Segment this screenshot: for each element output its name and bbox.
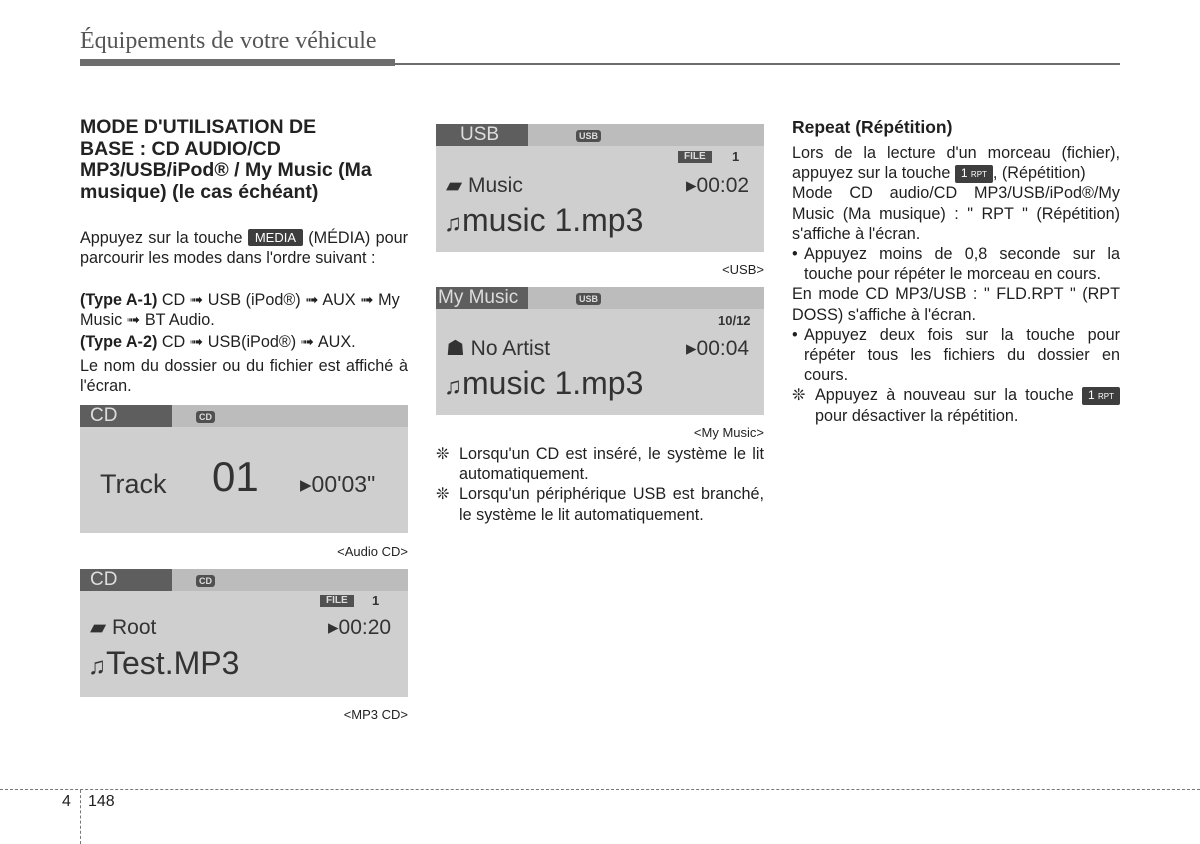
asterisk-icon: ❊ <box>436 445 450 463</box>
folder-line <box>446 173 523 198</box>
repeat-note <box>792 385 1120 425</box>
screen-caption: <My Music> <box>693 425 764 440</box>
page-header-title: Équipements de votre véhicule <box>80 28 377 54</box>
rpt-number: 1 <box>960 166 968 181</box>
rpt-number: 1 <box>1087 388 1095 403</box>
type-a2-text: CD ➟ USB(iPod®) ➟ AUX. <box>161 333 356 351</box>
folder-name: Music <box>468 174 523 197</box>
type-a2-line <box>80 332 408 352</box>
bullet-item <box>792 244 1120 284</box>
repeat-paragraph-2: Mode CD audio/CD MP3/USB/iPod®/My Music (Ma musique) : " RPT " (Répétition) s'affiche à l'écran. <box>792 184 1120 243</box>
intro-text: (MÉDIA) pour parcourir les modes dans l'ordre suivant : <box>80 229 408 268</box>
footer-rule <box>0 789 1200 790</box>
my-music-screen <box>436 287 764 415</box>
music-note-icon: ♫ <box>444 210 462 237</box>
bullet-text: Appuyez moins de 0,8 seconde sur la touche pour répéter le morceau en cours. <box>804 245 1120 284</box>
usb-screen <box>436 124 764 252</box>
bullet-icon: • <box>792 325 798 344</box>
rpt-button <box>1082 387 1120 405</box>
type-a1-text: CD ➟ USB (iPod®) ➟ AUX ➟ My Music ➟ BT Audio. <box>80 291 400 330</box>
screen-caption: <USB> <box>722 262 764 277</box>
track-line <box>444 365 643 402</box>
file-number: 1 <box>732 149 740 164</box>
repeat-section <box>792 143 1120 426</box>
type-a1-line <box>80 290 408 330</box>
type-a2-label: (Type A-2) <box>80 333 158 351</box>
track-name: Test.MP3 <box>106 645 240 681</box>
screen-caption: <MP3 CD> <box>343 707 408 722</box>
folder-line <box>90 615 156 640</box>
cd-badge: CD <box>196 575 215 587</box>
folder-icon: ▰ <box>446 174 463 197</box>
note-text: Lorsqu'un CD est inséré, le système le lit automatiquement. <box>459 445 764 484</box>
track-name: music 1.mp3 <box>462 365 644 401</box>
usb-badge: USB <box>576 130 601 142</box>
file-badge: FILE <box>678 151 712 163</box>
intro-text: Appuyez sur la touche <box>80 229 243 247</box>
intro-paragraph <box>80 228 408 268</box>
screen-caption: <Audio CD> <box>337 544 408 559</box>
chapter-number: 4 <box>62 793 71 810</box>
artist-name: No Artist <box>470 337 551 360</box>
header-rule <box>395 63 1120 65</box>
track-number: 01 <box>212 453 259 500</box>
music-note-icon: ♫ <box>444 373 462 400</box>
track-line <box>444 202 643 239</box>
rpt-label: RPT <box>1098 392 1114 402</box>
cd-badge: CD <box>196 411 215 423</box>
media-button: MEDIA <box>248 229 303 246</box>
p1-text: Lors de la lecture d'un morceau (fichier), appuyez sur la touche <box>792 144 1120 183</box>
note-item <box>436 444 764 484</box>
file-number: 1 <box>372 593 380 608</box>
footer-divider <box>80 790 81 844</box>
person-icon: ☗ <box>446 337 465 360</box>
heading-line: musique) (le cas échéant) <box>80 180 319 203</box>
audio-cd-screen <box>80 405 408 533</box>
note-text: pour désactiver la répétition. <box>815 406 1019 425</box>
notes-list <box>436 444 764 525</box>
heading-line: BASE : CD AUDIO/CD <box>80 137 281 160</box>
note-text: Appuyez à nouveau sur la touche <box>815 386 1074 405</box>
bullet-text: Appuyez deux fois sur la touche pour répéter tous les fichiers du dossier en cours. <box>804 325 1120 385</box>
track-count: 10/12 <box>718 313 751 328</box>
repeat-paragraph-1 <box>792 143 1120 183</box>
folder-icon: ▰ <box>90 616 107 639</box>
track-label: Track <box>100 469 167 499</box>
usb-badge: USB <box>576 293 601 305</box>
screen-tab: USB <box>436 124 528 146</box>
repeat-heading: Repeat (Répétition) <box>792 117 953 137</box>
asterisk-icon: ❊ <box>792 386 806 405</box>
heading-line: ® / My Music (Ma <box>214 159 372 181</box>
file-badge: FILE <box>320 595 354 607</box>
rpt-button <box>955 165 993 183</box>
screen-tab: CD <box>80 405 172 427</box>
note-item <box>436 484 764 524</box>
music-note-icon: ♫ <box>88 653 106 680</box>
section-heading <box>80 117 410 203</box>
folder-name: Root <box>112 616 157 639</box>
bullet-icon: • <box>792 245 798 264</box>
play-time: ▸00:04 <box>686 337 750 360</box>
mp3-cd-screen <box>80 569 408 697</box>
rpt-label: RPT <box>970 170 987 180</box>
type-a1-label: (Type A-1) <box>80 291 158 309</box>
screen-tab: My Music <box>436 287 528 309</box>
page-number: 148 <box>88 793 115 810</box>
bullet-item <box>792 325 1120 386</box>
note-text: Lorsqu'un périphérique USB est branché, le système le lit automatiquement. <box>459 485 764 524</box>
play-time: ▸00:20 <box>328 616 392 639</box>
folder-paragraph: Le nom du dossier ou du fichier est affiché à l'écran. <box>80 357 408 396</box>
screen-tab: CD <box>80 569 172 591</box>
track-line <box>88 645 239 682</box>
track-name: music 1.mp3 <box>462 202 644 238</box>
artist-line <box>446 336 550 361</box>
header-bar <box>80 59 395 66</box>
heading-line: MODE D'UTILISATION DE <box>80 116 317 138</box>
repeat-paragraph-3: En mode CD MP3/USB : " FLD.RPT " (RPT DOSS) s'affiche à l'écran. <box>792 285 1120 324</box>
asterisk-icon: ❊ <box>436 485 450 504</box>
play-time: ▸00:02 <box>686 174 750 197</box>
play-time: ▸00'03" <box>300 471 376 497</box>
p1-text: , (Répétition) <box>992 164 1086 183</box>
heading-line: MP3/USB/iPod <box>80 159 215 181</box>
